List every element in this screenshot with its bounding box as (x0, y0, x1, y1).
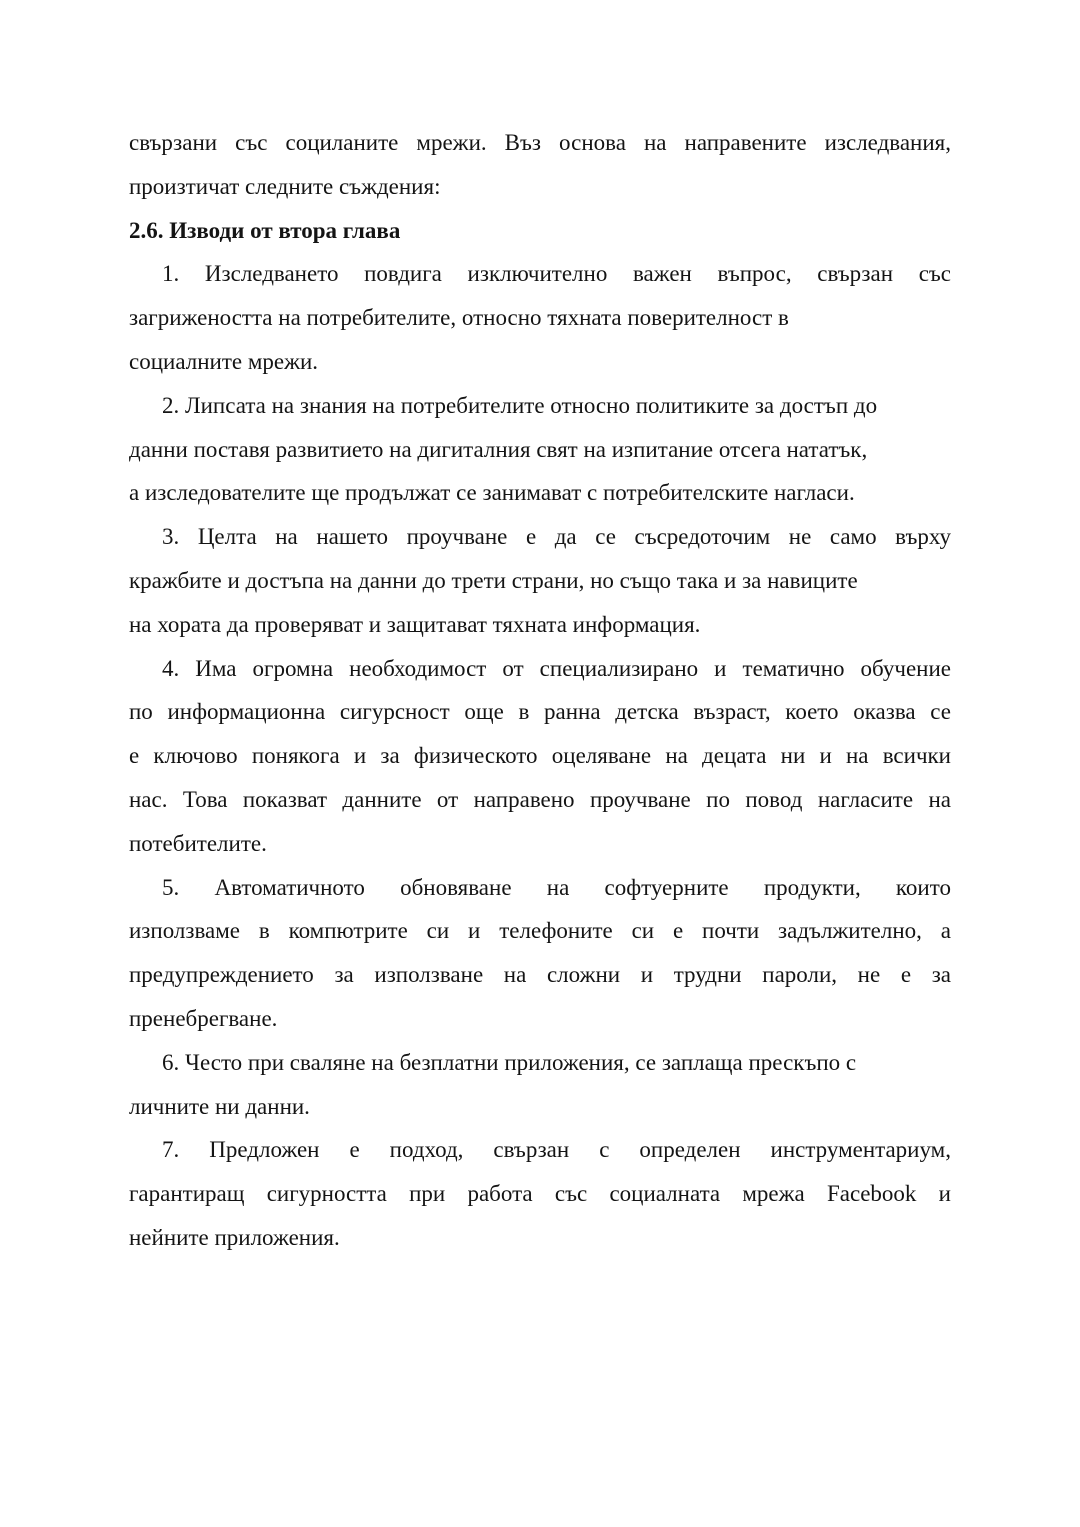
conclusion-item-1 (129, 252, 951, 383)
conclusion-item-6 (129, 1041, 951, 1129)
conclusion-item-4 (129, 647, 951, 866)
conclusion-item-3 (129, 515, 951, 646)
conclusion-item-5 (129, 866, 951, 1041)
intro-line-1: свързани със социланите мрежи. Въз основа на направените изследвания, (129, 130, 951, 155)
intro-line-2: произтичат следните съждения: (129, 173, 441, 199)
conclusion-item-2 (129, 384, 951, 515)
conclusion-item-7 (129, 1128, 951, 1259)
intro-paragraph (129, 121, 951, 209)
item-2-line-2: данни поставя развитието на дигиталния свят на изпитание отсега нататък, (129, 436, 868, 462)
document-body (129, 121, 951, 1260)
item-7-line-2: гарантиращ сигурността при работа със социалната мрежа Facebook и (129, 1181, 951, 1207)
item-3-line-1: 3. Целта на нашето проучване е да се съсредоточим не само върху (162, 524, 951, 550)
item-7-line-1: 7. Предложен е подход, свързан с определен инструментариум, (162, 1137, 951, 1163)
item-5-line-3: предупреждението за използване на сложни и трудни пароли, не е за (129, 962, 951, 988)
item-4-line-5: потебителите. (129, 830, 267, 856)
item-7-line-3: нейните приложения. (129, 1224, 340, 1250)
item-3-line-2: кражбите и достъпа на данни до трети страни, но също така и за навиците (129, 567, 858, 593)
item-2-line-3: а изследователите ще продължат се занимават с потребителските нагласи. (129, 480, 855, 506)
item-6-line-1: 6. Често при сваляне на безплатни приложения, се заплаща прескъпо с (162, 1049, 857, 1075)
item-1-line-1: 1. Изследването повдига изключително важен въпрос, свързан със (162, 261, 951, 287)
item-2-line-1: 2. Липсата на знания на потребителите относно политиките за достъп до (162, 392, 878, 418)
item-1-line-3: социалните мрежи. (129, 348, 319, 374)
item-3-line-3: на хората да проверяват и защитават тяхната информация. (129, 611, 701, 637)
item-6-line-2: личните ни данни. (129, 1093, 310, 1119)
item-4-line-4: нас. Това показват данните от направено проучване по повод нагласите на (129, 786, 951, 812)
item-1-line-2: загрижеността на потребителите, относно тяхната поверителност в (129, 305, 789, 331)
item-5-line-2: използваме в компютрите си и телефоните си е почти задължително, а (129, 918, 951, 944)
section-heading: 2.6. Изводи от втора глава (129, 217, 401, 243)
item-4-line-2: по информационна сигурсност още в ранна детска възраст, което оказва се (129, 699, 951, 725)
item-4-line-1: 4. Има огромна необходимост от специализирано и тематично обучение (162, 655, 951, 681)
item-5-line-1: 5. Автоматичното обновяване на софтуерните продукти, които (162, 874, 951, 900)
item-4-line-3: е ключово понякога и за физическото оцеляване на децата ни и на всички (129, 743, 951, 769)
item-5-line-4: пренебрегване. (129, 1005, 278, 1031)
